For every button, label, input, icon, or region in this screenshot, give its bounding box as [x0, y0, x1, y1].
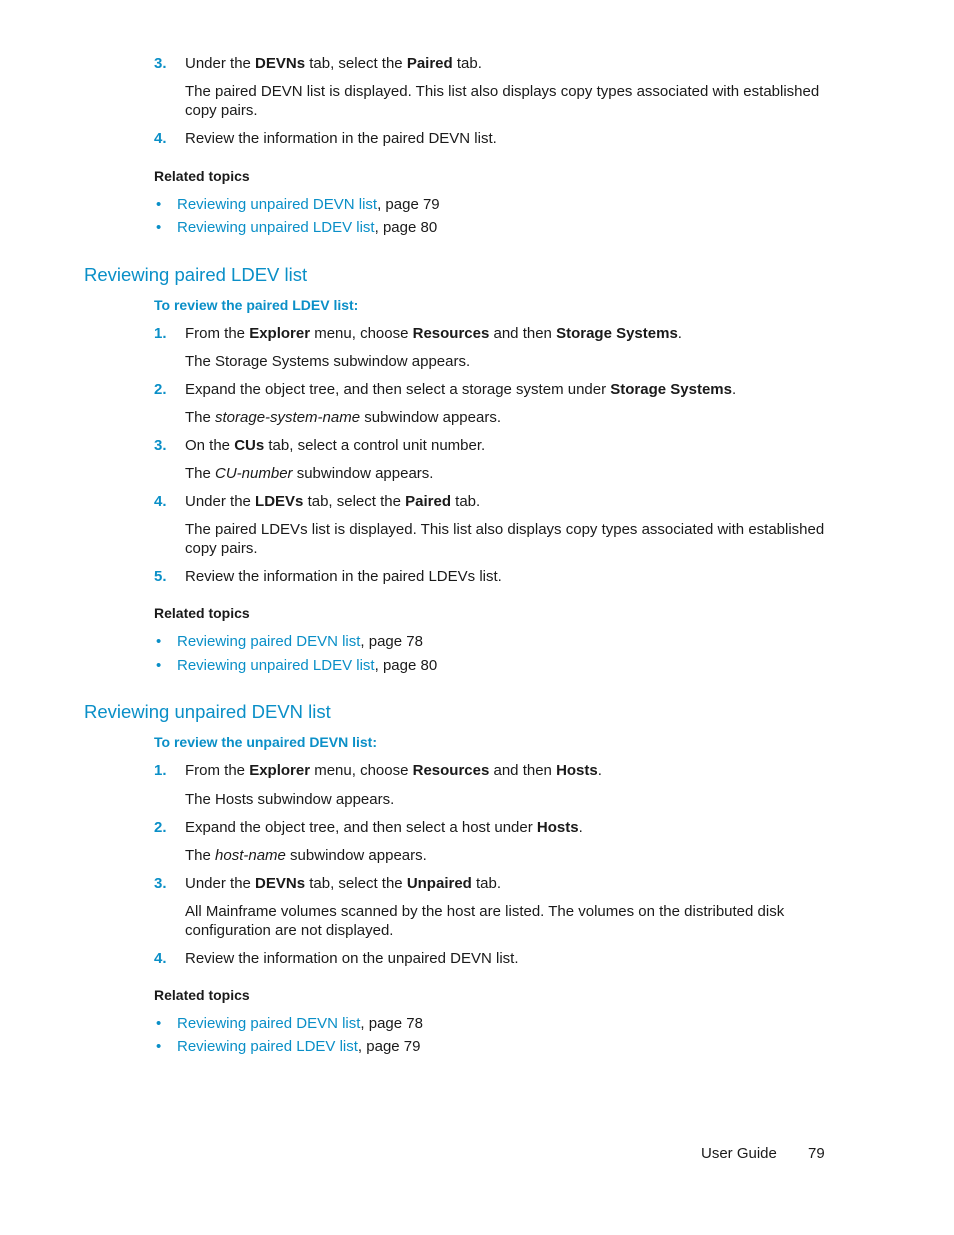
procedure-heading: To review the paired LDEV list: [154, 297, 359, 313]
step-number: 3. [154, 55, 167, 72]
step-number: 2. [154, 381, 167, 398]
step-text: Expand the object tree, and then select a storage system under Storage Systems. [185, 381, 737, 398]
step-number: 4. [154, 950, 167, 967]
step-detail: The paired LDEVs list is displayed. This list also displays copy types associated with established copy pairs. [185, 521, 825, 557]
step-number: 2. [154, 819, 167, 836]
step-text: Review the information in the paired LDEVs list. [185, 568, 502, 585]
step-detail: All Mainframe volumes scanned by the host are listed. The volumes on the distributed disk configuration are not displayed. [185, 903, 785, 939]
page-number: 79 [808, 1145, 825, 1162]
bullet: • [156, 633, 162, 650]
related-link[interactable]: Reviewing paired LDEV list [177, 1038, 358, 1055]
related-link[interactable]: Reviewing paired DEVN list [177, 1015, 361, 1032]
step-text: From the Explorer menu, choose Resources and then Hosts. [185, 762, 602, 779]
step-detail: The Hosts subwindow appears. [185, 791, 395, 808]
step-detail: The storage-system-name subwindow appears. [185, 409, 501, 426]
step-number: 4. [154, 130, 167, 147]
step-number: 3. [154, 875, 167, 892]
step-detail: The paired DEVN list is displayed. This list also displays copy types associated with established copy pairs. [185, 83, 820, 119]
step-text: Under the DEVNs tab, select the Unpaired tab. [185, 875, 502, 892]
step-text: Under the DEVNs tab, select the Paired tab. [185, 55, 482, 72]
section-heading: Reviewing unpaired DEVN list [84, 701, 331, 722]
bullet: • [156, 196, 162, 213]
step-number: 1. [154, 762, 167, 779]
step-number: 4. [154, 493, 167, 510]
bullet: • [156, 1038, 162, 1055]
related-topic: Reviewing unpaired LDEV list, page 80 [177, 657, 438, 674]
related-topics-heading: Related topics [154, 987, 250, 1003]
related-link[interactable]: Reviewing unpaired LDEV list [177, 219, 375, 236]
step-detail: The Storage Systems subwindow appears. [185, 353, 471, 370]
step-number: 5. [154, 568, 167, 585]
step-number: 1. [154, 325, 167, 342]
related-link[interactable]: Reviewing unpaired LDEV list [177, 657, 375, 674]
related-link[interactable]: Reviewing unpaired DEVN list [177, 196, 378, 213]
related-topics-heading: Related topics [154, 168, 250, 184]
related-topic: Reviewing paired LDEV list, page 79 [177, 1038, 421, 1055]
footer-label: User Guide [701, 1145, 777, 1162]
step-text: Review the information in the paired DEVN list. [185, 130, 497, 147]
step-text: Under the LDEVs tab, select the Paired tab. [185, 493, 481, 510]
related-topic: Reviewing paired DEVN list, page 78 [177, 633, 423, 650]
bullet: • [156, 657, 162, 674]
step-text: From the Explorer menu, choose Resources and then Storage Systems. [185, 325, 682, 342]
related-topics-heading: Related topics [154, 605, 250, 621]
step-number: 3. [154, 437, 167, 454]
related-link[interactable]: Reviewing paired DEVN list [177, 633, 361, 650]
step-detail: The host-name subwindow appears. [185, 847, 427, 864]
section-heading: Reviewing paired LDEV list [84, 264, 308, 285]
step-text: On the CUs tab, select a control unit number. [185, 437, 486, 454]
bullet: • [156, 1015, 162, 1032]
bullet: • [156, 219, 162, 236]
related-topic: Reviewing unpaired DEVN list, page 79 [177, 196, 440, 213]
step-detail: The CU-number subwindow appears. [185, 465, 434, 482]
related-topic: Reviewing unpaired LDEV list, page 80 [177, 219, 438, 236]
procedure-heading: To review the unpaired DEVN list: [154, 734, 378, 750]
step-text: Expand the object tree, and then select a host under Hosts. [185, 819, 583, 836]
related-topic: Reviewing paired DEVN list, page 78 [177, 1015, 423, 1032]
step-text: Review the information on the unpaired DEVN list. [185, 950, 519, 967]
